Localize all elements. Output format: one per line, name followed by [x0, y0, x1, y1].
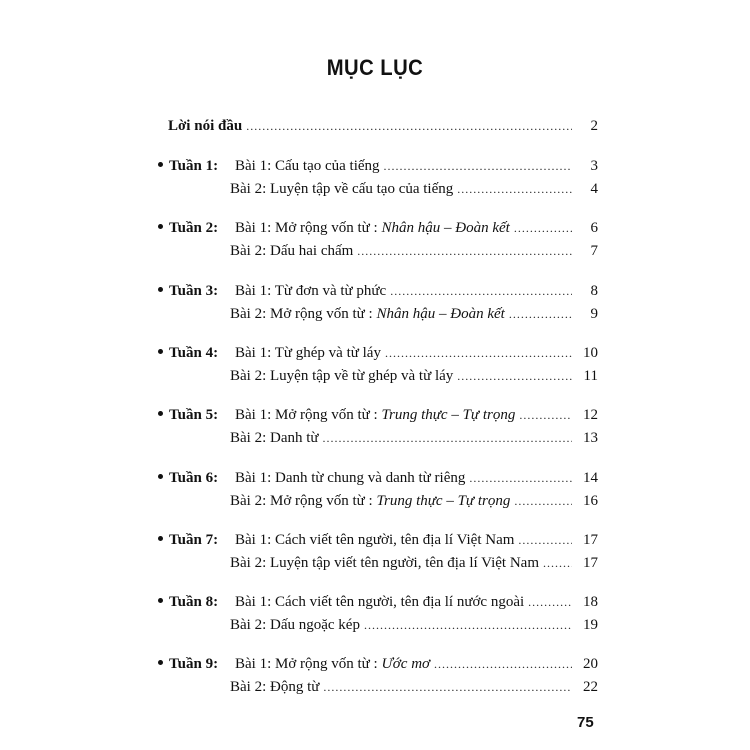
dot-leader	[384, 159, 572, 174]
intro-page: 2	[590, 118, 598, 134]
lesson-title	[235, 594, 524, 611]
lesson-page: 3	[590, 158, 598, 174]
bullet-icon	[158, 411, 163, 416]
lesson-page: 12	[583, 407, 598, 424]
lesson-page: 9	[590, 305, 598, 322]
lesson-title	[235, 656, 430, 673]
dot-leader	[528, 595, 572, 610]
lesson-text: Bài 1: Mở rộng vốn từ :	[235, 220, 382, 237]
lesson-text: Bài 2: Dấu hai chấm	[230, 243, 354, 260]
lesson-text: Bài 2: Mở rộng vốn từ :	[230, 492, 377, 509]
page-title: MỤC LỤC	[326, 55, 424, 80]
week-label: Tuần 1:	[169, 158, 219, 174]
toc-intro-row[interactable]	[168, 118, 598, 138]
intro-label: Lời nói đầu	[168, 118, 243, 134]
week-label: Tuần 7:	[169, 531, 219, 548]
week-label: Tuần 3:	[169, 282, 219, 299]
toc-entry[interactable]	[158, 283, 598, 303]
lesson-title	[235, 532, 514, 549]
lesson-text: Bài 1: Cấu tạo của tiếng	[235, 158, 380, 174]
toc-entry[interactable]	[230, 555, 598, 575]
lesson-title	[235, 407, 515, 424]
lesson-text: Bài 1: Mở rộng vốn từ :	[235, 407, 382, 424]
lesson-title	[230, 493, 510, 510]
dot-leader	[390, 284, 572, 299]
lesson-title	[235, 158, 380, 175]
toc-entry[interactable]	[158, 345, 598, 365]
bullet-icon	[158, 660, 163, 665]
lesson-title	[230, 430, 319, 447]
lesson-title	[235, 470, 465, 487]
page-number: 75	[577, 714, 594, 731]
lesson-text: Bài 2: Danh từ	[230, 430, 319, 447]
lesson-title	[235, 220, 510, 237]
dot-leader	[514, 494, 572, 509]
lesson-page: 18	[583, 594, 598, 611]
lesson-page: 14	[583, 469, 598, 486]
dot-leader	[323, 431, 572, 446]
lesson-topic: Nhân hậu – Đoàn kết	[376, 305, 505, 322]
lesson-page: 10	[583, 344, 598, 361]
lesson-page: 16	[583, 492, 598, 509]
dot-leader	[543, 556, 572, 571]
lesson-title	[235, 283, 386, 300]
week-label: Tuần 2:	[169, 220, 219, 237]
dot-leader	[519, 408, 572, 423]
lesson-page: 17	[583, 531, 598, 548]
toc-entry[interactable]	[158, 532, 598, 552]
lesson-text: Bài 2: Dấu ngoặc kép	[230, 617, 360, 634]
bullet-icon	[158, 224, 163, 229]
dot-leader	[364, 618, 572, 633]
week-label: Tuần 5:	[169, 407, 219, 424]
lesson-text: Bài 1: Từ đơn và từ phức	[235, 282, 387, 299]
lesson-title	[230, 181, 453, 198]
lesson-title	[230, 617, 360, 634]
lesson-topic: Trung thực – Tự trọng	[381, 407, 516, 424]
dot-leader	[457, 369, 572, 384]
lesson-page: 19	[583, 617, 598, 634]
lesson-page: 20	[583, 656, 598, 673]
toc-entry[interactable]	[158, 158, 598, 178]
lesson-text: Bài 1: Mở rộng vốn từ :	[235, 656, 382, 673]
dot-leader	[518, 533, 572, 548]
lesson-title	[230, 555, 539, 572]
lesson-text: Bài 2: Động từ	[230, 679, 320, 696]
lesson-page: 6	[590, 220, 598, 237]
lesson-title	[235, 345, 381, 362]
lesson-text: Bài 1: Cách viết tên người, tên địa lí nước ngoài	[235, 594, 525, 611]
dot-leader	[514, 221, 572, 236]
toc-entry[interactable]	[230, 368, 598, 388]
lesson-page: 8	[590, 282, 598, 299]
lesson-topic: Nhân hậu – Đoàn kết	[381, 220, 510, 237]
toc-entry[interactable]	[230, 679, 598, 699]
bullet-icon	[158, 536, 163, 541]
lesson-title	[230, 679, 319, 696]
lesson-text: Bài 1: Cách viết tên người, tên địa lí Việt Nam	[235, 531, 515, 548]
toc-entry[interactable]	[158, 470, 598, 490]
lesson-page: 11	[583, 367, 598, 384]
dot-leader	[246, 119, 572, 134]
dot-leader	[509, 307, 572, 322]
lesson-text: Bài 1: Từ ghép và từ láy	[235, 344, 381, 361]
dot-leader	[469, 471, 572, 486]
week-label: Tuần 6:	[169, 469, 219, 486]
week-label: Tuần 4:	[169, 344, 219, 361]
week-label: Tuần 9:	[169, 656, 219, 673]
lesson-topic: Ước mơ	[381, 656, 431, 673]
dot-leader	[357, 244, 572, 259]
lesson-text: Bài 2: Luyện tập về từ ghép và từ láy	[230, 367, 454, 384]
bullet-icon	[158, 598, 163, 603]
dot-leader	[323, 680, 572, 695]
toc-entry[interactable]	[158, 407, 598, 427]
lesson-title	[230, 368, 453, 385]
toc-entry[interactable]	[230, 181, 598, 201]
lesson-text: Bài 2: Mở rộng vốn từ :	[230, 305, 377, 322]
bullet-icon	[158, 474, 163, 479]
toc-entry[interactable]	[230, 493, 598, 513]
dot-leader	[434, 657, 572, 672]
toc-entry[interactable]	[230, 430, 598, 450]
week-label: Tuần 8:	[169, 594, 219, 611]
dot-leader	[457, 182, 572, 197]
toc-entry[interactable]	[158, 594, 598, 614]
lesson-title	[230, 243, 353, 260]
lesson-page: 7	[590, 243, 598, 260]
bullet-icon	[158, 287, 163, 292]
lesson-text: Bài 2: Luyện tập viết tên người, tên địa lí Việt Nam	[230, 554, 539, 571]
toc-entry[interactable]	[230, 243, 598, 263]
toc-entry[interactable]	[158, 220, 598, 240]
dot-leader	[385, 346, 572, 361]
lesson-page: 13	[583, 430, 598, 447]
lesson-text: Bài 1: Danh từ chung và danh từ riêng	[235, 469, 466, 486]
toc-entry[interactable]	[230, 617, 598, 637]
lesson-page: 17	[583, 554, 598, 571]
lesson-page: 22	[583, 679, 598, 696]
toc-entry[interactable]	[158, 656, 598, 676]
bullet-icon	[158, 162, 163, 167]
lesson-page: 4	[590, 181, 598, 197]
bullet-icon	[158, 349, 163, 354]
lesson-title	[230, 306, 505, 323]
lesson-text: Bài 2: Luyện tập về cấu tạo của tiếng	[230, 181, 454, 197]
toc-entry[interactable]	[230, 306, 598, 326]
lesson-topic: Trung thực – Tự trọng	[376, 492, 511, 509]
